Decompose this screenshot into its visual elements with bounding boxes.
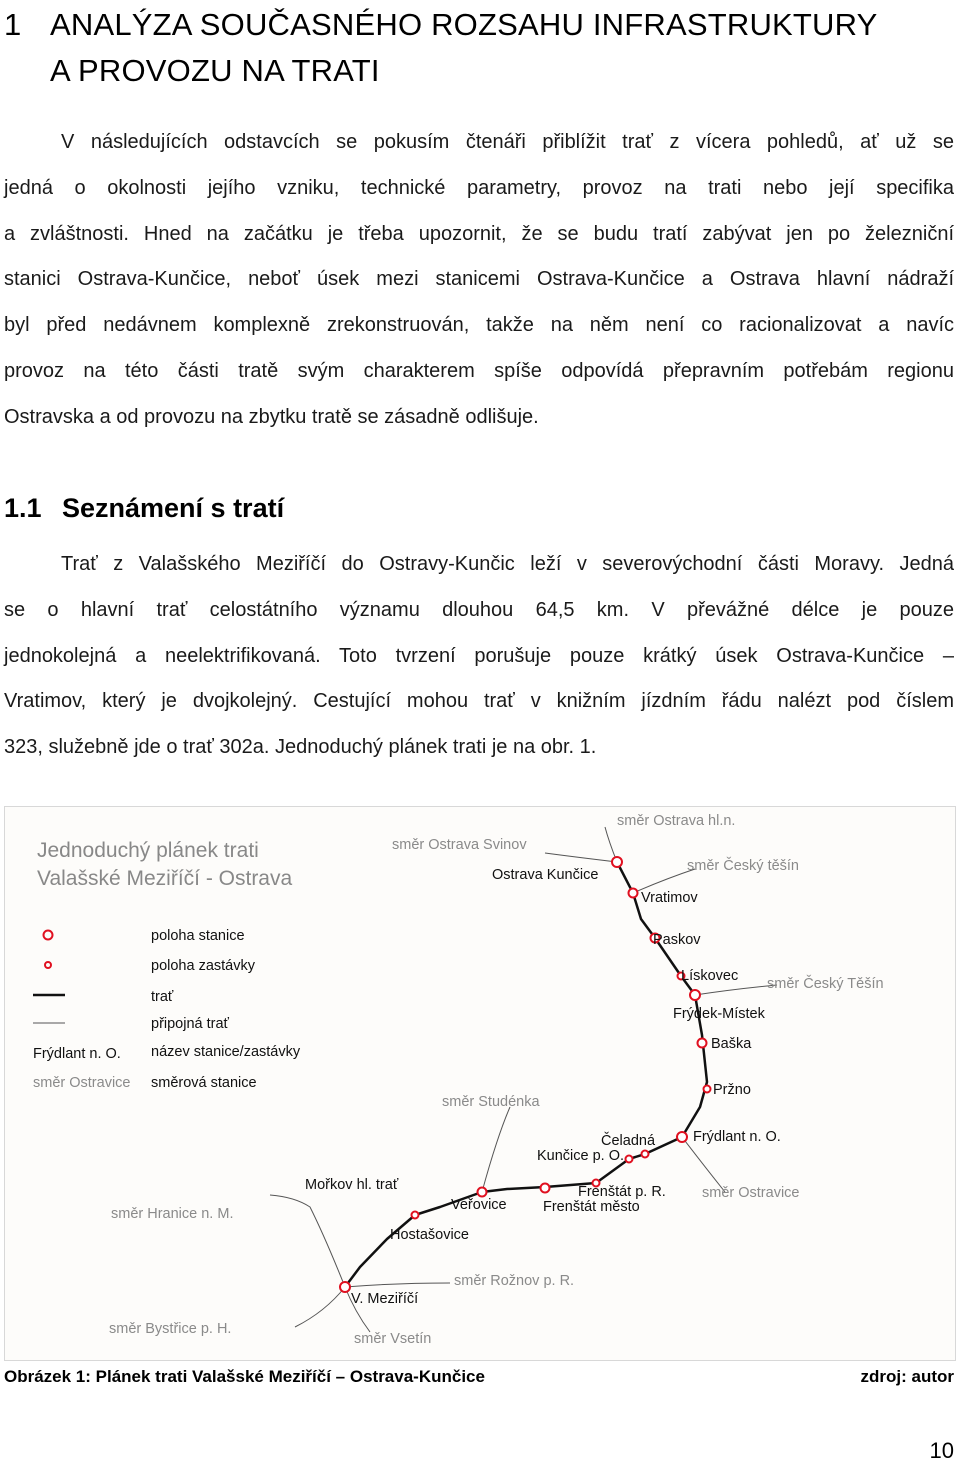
paragraph-line: Ostravska a od provozu na zbytku tratě se zásadně odlišuje. — [4, 405, 539, 428]
map-title-line1: Jednoduchý plánek trati — [37, 839, 259, 862]
track-map-figure — [4, 806, 956, 1361]
dir-cesky-tesin-2: směr Český Těšín — [767, 976, 884, 992]
label-liskovec: Lískovec — [681, 968, 739, 984]
section-number: 1.1 — [4, 493, 42, 523]
dir-ostrava-svinov: směr Ostrava Svinov — [392, 837, 527, 853]
marker-ostrava-kuncice — [612, 857, 622, 867]
dir-bystrice: směr Bystřice p. H. — [109, 1321, 232, 1337]
legend-branch-label: připojná trať — [151, 1016, 229, 1032]
dir-ostravice: směr Ostravice — [702, 1185, 800, 1201]
paragraph-line: Vratimov, který je dvojkolejný. Cestující mohou trať v knižním jízdním řádu nalézt pod číslem — [4, 690, 954, 713]
label-hostasovice: Hostašovice — [390, 1227, 469, 1243]
branch-lines — [270, 827, 777, 1332]
label-frenstat-pr: Frenštát p. R. — [578, 1184, 666, 1200]
branch-to-cesky-tesin-2 — [695, 985, 777, 995]
marker-kuncice-po — [626, 1156, 633, 1163]
paragraph-line: Trať z Valašského Meziříčí do Ostravy-Kunčic leží v severovýchodní části Moravy. Jedná — [61, 553, 954, 575]
label-celadna: Čeladná — [601, 1133, 656, 1149]
legend-station-label: poloha stanice — [151, 928, 245, 944]
dir-studenka: směr Studénka — [442, 1094, 540, 1110]
label-morkov: Mořkov hl. trať — [305, 1177, 399, 1193]
legend-name-example: Frýdlant n. O. — [33, 1046, 121, 1062]
dir-ostrava-hl-n: směr Ostrava hl.n. — [617, 813, 736, 829]
label-frenstat-mesto: Frenštát město — [543, 1199, 640, 1215]
legend-stop-marker — [45, 962, 51, 968]
chapter-title-line1: ANALÝZA SOUČASNÉHO ROZSAHU INFRASTRUKTURY — [50, 7, 878, 42]
legend-direction-label: směrová stanice — [151, 1075, 257, 1091]
label-frydek-mistek: Frýdek-Místek — [673, 1006, 765, 1022]
branch-to-studenka — [482, 1107, 510, 1192]
marker-val-mezirici — [340, 1282, 350, 1292]
track-map — [5, 807, 955, 1360]
paragraph-line: stanici Ostrava-Kunčice, neboť úsek mezi stanicemi Ostrava-Kunčice a Ostrava hlavní nádraží — [4, 268, 954, 291]
marker-frydek-mistek — [690, 990, 700, 1000]
marker-hostasovice — [412, 1212, 419, 1219]
marker-celadna — [642, 1151, 649, 1158]
caption-source: zdroj: autor — [860, 1367, 954, 1386]
section-heading — [4, 488, 284, 528]
label-przno: Pržno — [713, 1082, 751, 1098]
label-kuncice-po: Kunčice p. O. — [537, 1148, 625, 1164]
legend-line-label: trať — [151, 989, 174, 1005]
branch-to-roznov — [345, 1283, 450, 1287]
branch-to-hranice — [270, 1195, 345, 1287]
map-title-line2: Valašské Meziříčí - Ostrava — [37, 867, 293, 890]
label-val-mezirici: V. Meziříčí — [351, 1291, 419, 1307]
branch-to-bystrice — [295, 1287, 345, 1327]
marker-baska — [698, 1039, 707, 1048]
legend-station-marker — [44, 931, 53, 940]
paragraph-line: V následujících odstavcích se pokusím čtenáři přiblížit trať z vícera pohledů, ať už se — [61, 131, 954, 153]
marker-przno — [704, 1086, 711, 1093]
figure-caption — [4, 1364, 954, 1390]
paragraph-line: jedná o okolnosti jejího vzniku, technické parametry, provoz na trati nebo její specifika — [4, 176, 954, 199]
label-verovice: Veřovice — [451, 1197, 507, 1213]
label-baska: Baška — [711, 1036, 752, 1052]
label-frydlant: Frýdlant n. O. — [693, 1129, 781, 1145]
marker-frydlant — [677, 1132, 687, 1142]
label-paskov: Paskov — [653, 932, 701, 948]
chapter-number: 1 — [4, 7, 22, 42]
legend-direction-example: směr Ostravice — [33, 1075, 131, 1091]
main-track — [345, 862, 707, 1287]
branch-to-ostravice — [682, 1137, 725, 1192]
paragraph-line: jednokolejná a neelektrifikovaná. Toto tvrzení porušuje pouze krátký úsek Ostrava-Kunčice – — [4, 644, 954, 667]
section-title: Seznámení s tratí — [62, 493, 285, 523]
marker-vratimov — [629, 889, 638, 898]
paragraph-line: a zvláštnosti. Hned na začátku je třeba upozornit, že se budu tratí zabývat jen po železniční — [4, 222, 954, 245]
legend-stop-label: poloha zastávky — [151, 958, 255, 974]
marker-frenstat-pr — [541, 1184, 550, 1193]
paragraph-line: provoz na této části tratě svým charakterem spíše odpovídá přepravním potřebám regionu — [4, 359, 954, 382]
dir-vsetin: směr Vsetín — [354, 1331, 432, 1347]
chapter-title-line2: A PROVOZU NA TRATI — [50, 53, 380, 88]
dir-hranice: směr Hranice n. M. — [111, 1206, 234, 1222]
dir-cesky-tesin-1: směr Český těšín — [687, 858, 799, 874]
intro-paragraph — [4, 120, 954, 441]
track-paragraph — [4, 542, 954, 771]
paragraph-line: byl před nedávnem komplexně zrekonstruován, takže na něm není co racionalizovat a navíc — [4, 314, 954, 337]
dir-roznov: směr Rožnov p. R. — [454, 1273, 575, 1289]
branch-to-ostrava-svinov — [545, 853, 617, 862]
label-vratimov: Vratimov — [641, 890, 698, 906]
caption-title: Obrázek 1: Plánek trati Valašské Meziříčí – Ostrava-Kunčice — [4, 1367, 485, 1386]
label-ostrava-kuncice: Ostrava Kunčice — [492, 867, 599, 883]
paragraph-line: 323, služebně jde o trať 302a. Jednoduchý plánek trati je na obr. 1. — [4, 736, 597, 759]
map-legend — [33, 928, 301, 1091]
marker-verovice — [478, 1188, 487, 1197]
legend-name-label: název stanice/zastávky — [151, 1044, 301, 1060]
paragraph-line: se o hlavní trať celostátního významu dlouhou 64,5 km. V převážné délce je pouze — [4, 598, 954, 621]
page-number: 10 — [929, 1438, 954, 1463]
